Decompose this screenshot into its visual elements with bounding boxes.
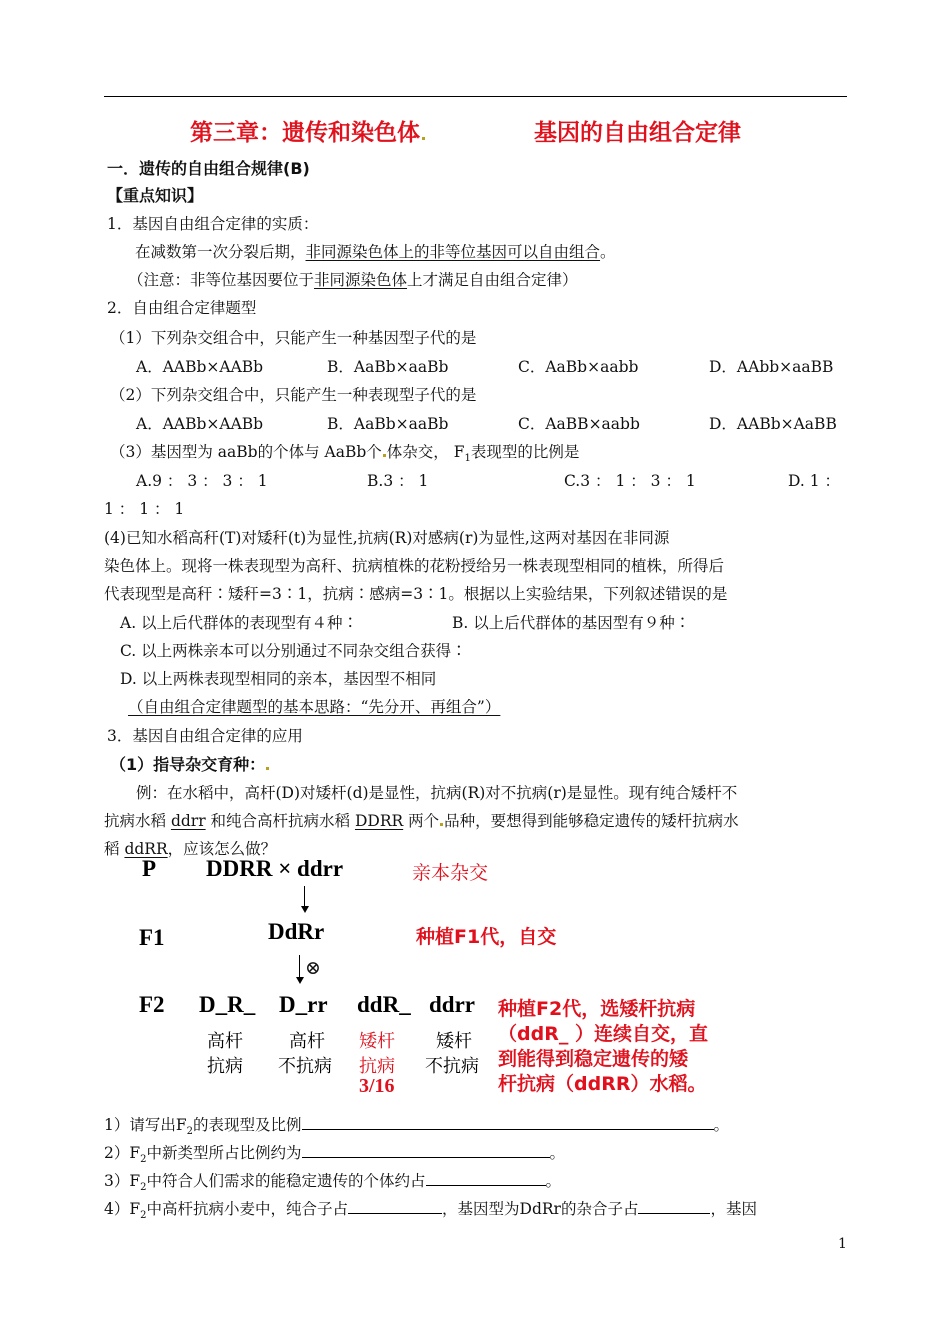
q2-option-a[interactable]: A．AABb×AABb (136, 415, 264, 433)
chapter-title (190, 114, 426, 147)
point1-line1-text: 在减数第一次分裂后期， (135, 243, 306, 261)
question-4-sub: 2 (140, 1210, 147, 1222)
example-line3-b: ，应该怎么做？ (167, 840, 277, 858)
q3-stem (110, 440, 579, 464)
q1-option-a[interactable]: A．AABb×AABb (136, 358, 264, 376)
method-note: （自由组合定律题型的基本思路：“先分开、再组合”） (128, 698, 501, 716)
example-line2-b: 和纯合高杆抗病水稻 (205, 812, 355, 830)
q3-option-c[interactable]: C.3 ： 1 ： 3 ： 1 (564, 472, 696, 490)
question-4-text-c: ，基因 (710, 1200, 757, 1218)
question-3-end: 。 (545, 1172, 562, 1190)
q3-option-d-wrap: 1 ： 1 ： 1 (104, 500, 185, 518)
f2-pheno-res-2: 不抗病 (278, 1056, 332, 1077)
self-cross-icon: ⊗ (305, 957, 321, 979)
point3-sub1 (110, 752, 270, 775)
section-heading: 一．遗传的自由组合规律(B) (107, 159, 310, 178)
question-2-blank[interactable] (302, 1143, 550, 1158)
point1-note-text: （注意：非等位基因要位于 (128, 271, 315, 289)
parent-cross: DDRR × ddrr (206, 856, 344, 881)
q4-option-b[interactable]: B. 以上后代群体的基因型有９种∶ (452, 614, 691, 632)
question-2 (104, 1141, 565, 1165)
point1-note-underlined: 非同源染色体 (314, 271, 408, 289)
q2-stem: （2）下列杂交组合中，只能产生一种表现型子代的是 (110, 386, 477, 404)
genotype-DDRR: DDRR (354, 812, 404, 830)
q3-option-d[interactable]: D. 1 ： (788, 472, 841, 490)
q1-stem: （1）下列杂交组合中，只能产生一种基因型子代的是 (110, 329, 477, 347)
arrow-p-to-f1 (304, 886, 305, 908)
point1-note-end: 上才满足自由组合定律） (407, 271, 578, 289)
question-4-text-a: 中高杆抗病小麦中，纯合子占 (146, 1200, 349, 1218)
page-number: 1 (838, 1236, 847, 1252)
f2-genotype-3: ddR_ (357, 992, 411, 1017)
genotype-ddrr: ddrr (170, 812, 206, 830)
q4-line3: 代表现型是高秆∶矮秆=3∶1，抗病∶感病=3∶1。根据以上实验结果，下列叙述错误的是 (104, 585, 728, 603)
question-1-pre: 1）请写出F (104, 1116, 187, 1134)
f2-note-line3: 到能得到稳定遗传的矮 (498, 1048, 689, 1070)
f2-pheno-tall-3: 矮杆 (359, 1031, 395, 1052)
parent-cross-note: 亲本杂交 (412, 862, 489, 884)
q1-option-d[interactable]: D．AAbb×aaBB (709, 358, 834, 376)
q3-option-a[interactable]: A.9 ： 3 ： 3 ： 1 (136, 472, 268, 490)
question-1-end: 。 (713, 1116, 730, 1134)
point1-line1 (135, 240, 616, 262)
question-2-text: 中新类型所占比例约为 (146, 1144, 302, 1162)
q4-option-c[interactable]: C. 以上两株亲本可以分别通过不同杂交组合获得∶ (120, 642, 467, 660)
key-knowledge-label: 【重点知识】 (107, 186, 204, 205)
section-title: 基因的自由组合定律 (534, 120, 741, 146)
f2-genotype-1: D_R_ (199, 992, 256, 1017)
f2-fraction: 3/16 (359, 1075, 395, 1097)
example-line2 (104, 809, 739, 831)
point1-underlined: 非同源染色体上的非等位基因可以自由组合 (305, 243, 601, 261)
f1-genotype: DdRr (268, 919, 325, 944)
question-4-text-b: ，基因型为DdRr的杂合子占 (442, 1200, 639, 1218)
q1-option-b[interactable]: B．AaBb×aaBb (327, 358, 449, 376)
genotype-ddRR: ddRR (124, 840, 168, 858)
q3-stem-b: 体杂交， F (386, 443, 465, 461)
q2-option-d[interactable]: D．AABb×AaBB (709, 415, 837, 433)
f1-generation-label: F1 (139, 925, 165, 950)
f1-note: 种植F1代，自交 (416, 926, 557, 948)
q3-option-b[interactable]: B.3 ： 1 (367, 472, 429, 490)
f2-generation-label: F2 (139, 992, 165, 1017)
point3-sub1-text: （1）指导杂交育种： (110, 755, 266, 774)
question-4-pre: 4）F (104, 1200, 141, 1218)
q4-option-d[interactable]: D. 以上两株表现型相同的亲本，基因型不相同 (120, 670, 437, 688)
f2-note-line1: 种植F2代，选矮杆抗病 (498, 998, 696, 1020)
q1-option-c[interactable]: C．AaBb×aabb (518, 358, 639, 376)
question-1-blank[interactable] (302, 1115, 714, 1130)
f2-pheno-res-3: 抗病 (359, 1056, 395, 1077)
q3-stem-c: 表现型的比例是 (470, 443, 580, 461)
question-2-end: 。 (549, 1144, 566, 1162)
q2-option-b[interactable]: B．AaBb×aaBb (327, 415, 449, 433)
chapter-title-left: 第三章：遗传和染色体 (190, 120, 420, 146)
p-generation-label: P (142, 856, 157, 881)
point2-title: 2．自由组合定律题型 (107, 299, 257, 317)
f2-pheno-res-4: 不抗病 (425, 1056, 479, 1077)
question-4-blank-1[interactable] (348, 1199, 442, 1214)
arrow-p-to-f1-head (301, 906, 309, 913)
question-1-text: 的表现型及比例 (193, 1116, 302, 1134)
point1-title: 1．基因自由组合定律的实质： (107, 215, 319, 233)
f2-genotype-2: D_rr (279, 992, 328, 1017)
question-3-sub: 2 (140, 1182, 147, 1194)
example-line3-a: 稻 (104, 840, 125, 858)
f2-pheno-tall-2: 高杆 (289, 1031, 325, 1052)
f2-note-line2: （ddR_ ）连续自交，直 (498, 1023, 708, 1045)
question-1 (104, 1113, 729, 1137)
question-3 (104, 1169, 561, 1193)
question-3-text: 中符合人们需求的能稳定遗传的个体约占 (146, 1172, 426, 1190)
q3-stem-sub: 1 (464, 453, 471, 465)
q4-line1: (4)已知水稻高秆(T)对矮秆(t)为显性,抗病(R)对感病(r)为显性,这两对基因在非同源 (104, 529, 670, 547)
example-line2-c: 两个 (403, 812, 440, 830)
arrow-f1-to-f2-head (296, 977, 304, 984)
f2-pheno-res-1: 抗病 (207, 1056, 243, 1077)
f2-note-line4: 杆抗病（ddRR）水稻。 (498, 1073, 707, 1095)
question-3-pre: 3）F (104, 1172, 141, 1190)
question-4 (104, 1197, 757, 1221)
f2-genotype-4: ddrr (429, 992, 475, 1017)
f2-pheno-tall-4: 矮杆 (436, 1031, 472, 1052)
point3-title: 3．基因自由组合定律的应用 (107, 727, 303, 745)
q4-line2: 染色体上。现将一株表现型为高秆、抗病植株的花粉授给另一株表现型相同的植株，所得后 (104, 557, 725, 575)
f2-pheno-tall-1: 高杆 (207, 1031, 243, 1052)
question-1-sub: 2 (186, 1126, 193, 1138)
example-line2-a: 抗病水稻 (104, 812, 171, 830)
example-line2-d: 品种，要想得到能够稳定遗传的矮杆抗病水 (444, 812, 739, 830)
question-2-sub: 2 (140, 1154, 147, 1166)
question-3-blank[interactable] (426, 1171, 546, 1186)
arrow-f1-to-f2 (299, 955, 300, 979)
example-line1: 例：在水稻中，高杆(D)对矮杆(d)是显性，抗病(R)对不抗病(r)是显性。现有纯合矮杆不 (136, 784, 738, 802)
question-2-pre: 2）F (104, 1144, 141, 1162)
q2-option-c[interactable]: C．AaBB×aabb (518, 415, 640, 433)
question-4-blank-2[interactable] (638, 1199, 710, 1214)
point1-line1-end: 。 (600, 243, 616, 261)
q4-option-a[interactable]: A. 以上后代群体的表现型有４种∶ (120, 614, 359, 632)
top-rule (104, 96, 847, 97)
point1-note (128, 268, 578, 290)
q3-stem-a: （3）基因型为 aaBb的个体与 AaBb个 (110, 443, 382, 461)
